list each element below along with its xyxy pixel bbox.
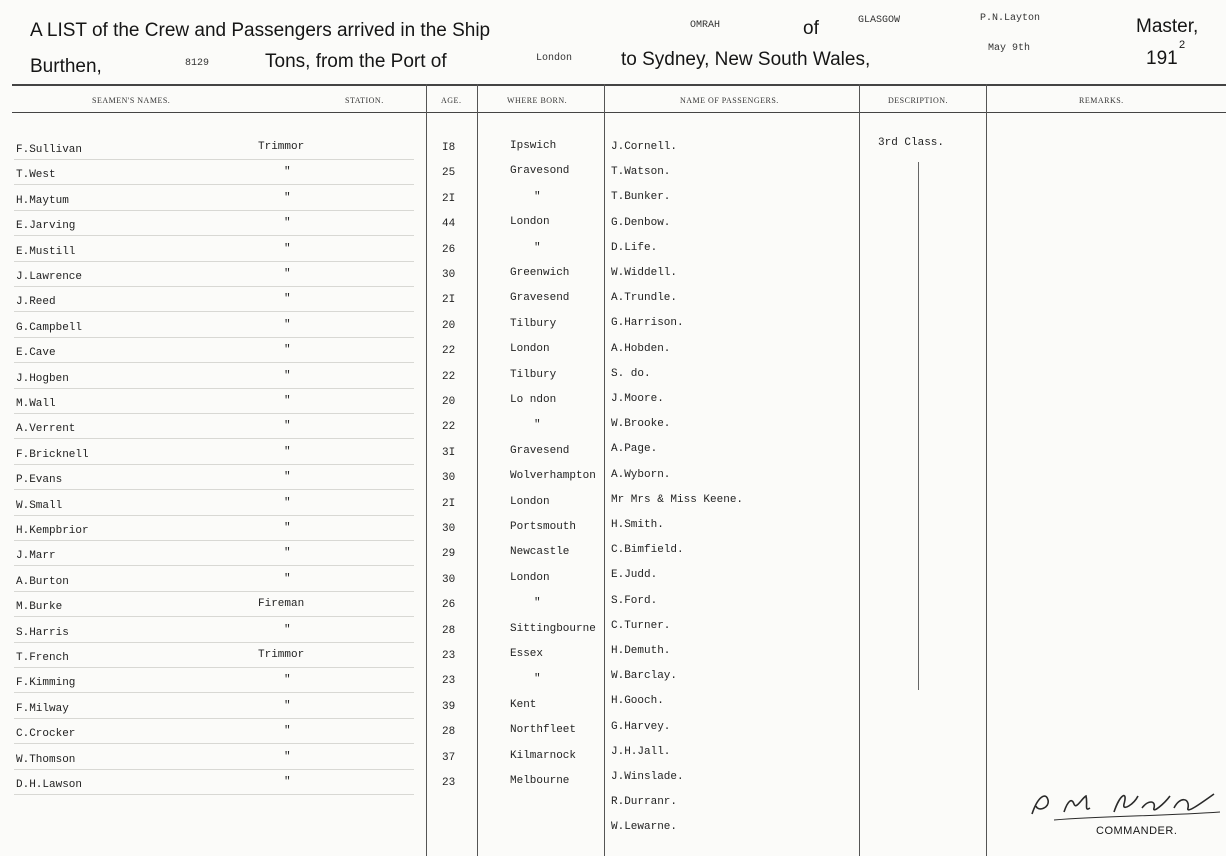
commander-label: COMMANDER. [1096,825,1178,837]
column-header-seamen: SEAMEN'S NAMES. [92,96,171,105]
seaman-station: " [284,674,291,686]
passenger-name: W.Barclay. [611,670,678,682]
seaman-station: " [284,522,291,534]
seaman-birthplace: " [534,597,541,609]
seaman-birthplace: Gravesend [510,445,570,457]
row-guide-line [14,743,414,744]
passenger-name: A.Hobden. [611,343,671,355]
seaman-age: 23 [442,777,456,789]
row-guide-line [14,642,414,643]
seaman-age: 20 [442,396,456,408]
seaman-age: 28 [442,726,456,738]
seaman-station: " [284,319,291,331]
description-class: 3rd Class. [878,137,945,149]
passenger-name: W.Lewarne. [611,821,678,833]
seaman-birthplace: Lo ndon [510,394,557,406]
seaman-name: W.Thomson [16,754,76,766]
row-guide-line [14,591,414,592]
row-guide-line [14,286,414,287]
header-title: A LIST of the Crew and Passengers arrived in the Ship [30,20,491,41]
seaman-station: " [284,573,291,585]
seaman-birthplace: Sittingbourne [510,623,596,635]
seaman-age: 23 [442,650,456,662]
row-guide-line [14,337,414,338]
column-header-born: WHERE BORN. [507,96,568,105]
seaman-station: " [284,192,291,204]
seaman-age: 26 [442,599,456,611]
seaman-age: 39 [442,701,456,713]
row-guide-line [14,515,414,516]
row-guide-line [14,489,414,490]
seaman-birthplace: Melbourne [510,775,570,787]
seaman-station: Trimmor [258,649,305,661]
seaman-age: 30 [442,472,456,484]
arrival-date: May 9th [988,43,1031,54]
seaman-name: A.Burton [16,576,69,588]
seaman-station: " [284,446,291,458]
of-label: of [803,18,819,39]
seaman-birthplace: Kent [510,699,537,711]
seaman-birthplace: London [510,216,550,228]
seaman-station: " [284,420,291,432]
seaman-name: G.Campbell [16,322,83,334]
seaman-birthplace: Wolverhampton [510,470,596,482]
passenger-name: Mr Mrs & Miss Keene. [611,494,744,506]
row-guide-line [14,794,414,795]
seaman-name: F.Bricknell [16,449,89,461]
passenger-name: G.Harrison. [611,317,684,329]
seaman-station: " [284,293,291,305]
table-header-rule [12,112,1226,113]
seaman-station: " [284,268,291,280]
from-port: London [536,53,573,64]
master-name: P.N.Layton [980,13,1041,24]
passenger-name: R.Durranr. [611,796,678,808]
seaman-age: 2I [442,294,456,306]
seaman-birthplace: Tilbury [510,369,557,381]
seaman-birthplace: " [534,191,541,203]
passenger-name: A.Page. [611,443,658,455]
column-header-passengers: NAME OF PASSENGERS. [680,96,779,105]
row-guide-line [14,261,414,262]
passenger-name: S.Ford. [611,595,658,607]
seaman-birthplace: Gravesend [510,292,570,304]
seaman-birthplace: Essex [510,648,544,660]
seaman-station: " [284,344,291,356]
tonnage-value: 8129 [185,58,210,69]
passenger-name: W.Widdell. [611,267,678,279]
column-header-description: DESCRIPTION. [888,96,949,105]
row-guide-line [14,565,414,566]
seaman-name: F.Sullivan [16,144,83,156]
passenger-name: T.Bunker. [611,191,671,203]
seaman-station: " [284,776,291,788]
seaman-station: " [284,725,291,737]
seaman-station: " [284,243,291,255]
seaman-name: M.Wall [16,398,56,410]
seaman-name: W.Small [16,500,63,512]
seaman-age: 2I [442,498,456,510]
table-top-rule [12,84,1226,86]
seaman-station: " [284,471,291,483]
seaman-station: Trimmor [258,141,305,153]
seaman-age: 22 [442,421,456,433]
seaman-age: 2I [442,193,456,205]
row-guide-line [14,718,414,719]
seaman-station: " [284,166,291,178]
seaman-name: D.H.Lawson [16,779,83,791]
row-guide-line [14,438,414,439]
seaman-station: " [284,547,291,559]
seaman-station: " [284,395,291,407]
passenger-name: E.Judd. [611,569,658,581]
seaman-name: C.Crocker [16,728,76,740]
passenger-name: H.Smith. [611,519,664,531]
year-label: 191 2 [1146,39,1186,69]
seaman-age: 30 [442,269,456,281]
row-guide-line [14,692,414,693]
passenger-name: G.Harvey. [611,721,671,733]
row-guide-line [14,413,414,414]
seaman-name: J.Lawrence [16,271,83,283]
seaman-name: T.French [16,652,69,664]
year-suffix: 2 [1179,39,1186,51]
row-guide-line [14,616,414,617]
seaman-birthplace: London [510,343,550,355]
seaman-age: 30 [442,523,456,535]
row-guide-line [14,540,414,541]
seaman-station: " [284,370,291,382]
seaman-station: " [284,217,291,229]
seaman-age: 28 [442,625,456,637]
seaman-birthplace: Northfleet [510,724,577,736]
commander-signature [1024,782,1224,822]
master-label: Master, [1136,16,1199,37]
seaman-age: 23 [442,675,456,687]
seaman-name: A.Verrent [16,423,76,435]
passenger-name: J.Winslade. [611,771,684,783]
column-divider [859,84,860,856]
destination-label: to Sydney, New South Wales, [621,49,871,70]
passenger-name: H.Gooch. [611,695,664,707]
seaman-age: 3I [442,447,456,459]
column-header-remarks: REMARKS. [1079,96,1124,105]
seaman-age: 44 [442,218,456,230]
seaman-station: " [284,624,291,636]
seaman-station: " [284,700,291,712]
seaman-name: E.Mustill [16,246,76,258]
seaman-name: J.Reed [16,296,56,308]
seaman-birthplace: " [534,242,541,254]
column-divider [604,84,605,856]
seaman-birthplace: Tilbury [510,318,557,330]
seaman-station: Fireman [258,598,305,610]
passenger-name: D.Life. [611,242,658,254]
row-guide-line [14,667,414,668]
passenger-name: J.Moore. [611,393,664,405]
seaman-age: 26 [442,244,456,256]
seaman-age: 25 [442,167,456,179]
seaman-name: T.West [16,169,56,181]
passenger-name: A.Wyborn. [611,469,671,481]
seaman-age: 22 [442,345,456,357]
passenger-name: W.Brooke. [611,418,671,430]
passenger-name: J.H.Jall. [611,746,671,758]
seaman-birthplace: Greenwich [510,267,570,279]
column-divider [426,84,427,856]
seaman-birthplace: " [534,419,541,431]
passenger-name: S. do. [611,368,651,380]
seaman-name: E.Jarving [16,220,76,232]
seaman-age: 22 [442,371,456,383]
row-guide-line [14,235,414,236]
column-header-age: AGE. [441,96,462,105]
seaman-age: 20 [442,320,456,332]
passenger-name: T.Watson. [611,166,671,178]
seaman-age: 29 [442,548,456,560]
column-divider [477,84,478,856]
seaman-age: 30 [442,574,456,586]
row-guide-line [14,769,414,770]
seaman-birthplace: Gravesond [510,165,570,177]
seaman-name: P.Evans [16,474,63,486]
seaman-birthplace: Kilmarnock [510,750,577,762]
seaman-birthplace: London [510,496,550,508]
passenger-name: G.Denbow. [611,217,671,229]
row-guide-line [14,464,414,465]
ship-name: OMRAH [690,20,721,31]
row-guide-line [14,184,414,185]
passenger-name: A.Trundle. [611,292,678,304]
seaman-name: F.Milway [16,703,69,715]
seaman-birthplace: Newcastle [510,546,570,558]
column-divider [986,84,987,856]
seaman-name: H.Maytum [16,195,69,207]
seaman-station: " [284,751,291,763]
seaman-age: I8 [442,142,456,154]
seaman-name: M.Burke [16,601,63,613]
passenger-name: J.Cornell. [611,141,678,153]
seaman-name: F.Kimming [16,677,76,689]
seaman-birthplace: Ipswich [510,140,557,152]
seaman-name: J.Marr [16,550,56,562]
seaman-name: S.Harris [16,627,69,639]
passenger-name: C.Turner. [611,620,671,632]
seaman-birthplace: Portsmouth [510,521,577,533]
seaman-birthplace: " [534,673,541,685]
row-guide-line [14,362,414,363]
burthen-label: Burthen, [30,56,102,77]
column-header-station: STATION. [345,96,384,105]
passenger-name: H.Demuth. [611,645,671,657]
row-guide-line [14,159,414,160]
tons-from-port-label: Tons, from the Port of [265,51,447,72]
seaman-birthplace: London [510,572,550,584]
port-registry: GLASGOW [858,15,901,26]
seaman-name: J.Hogben [16,373,69,385]
row-guide-line [14,210,414,211]
seaman-age: 37 [442,752,456,764]
passenger-name: C.Bimfield. [611,544,684,556]
seaman-name: E.Cave [16,347,56,359]
row-guide-line [14,388,414,389]
ditto-line [918,162,919,690]
seaman-station: " [284,497,291,509]
seaman-name: H.Kempbrior [16,525,89,537]
row-guide-line [14,311,414,312]
